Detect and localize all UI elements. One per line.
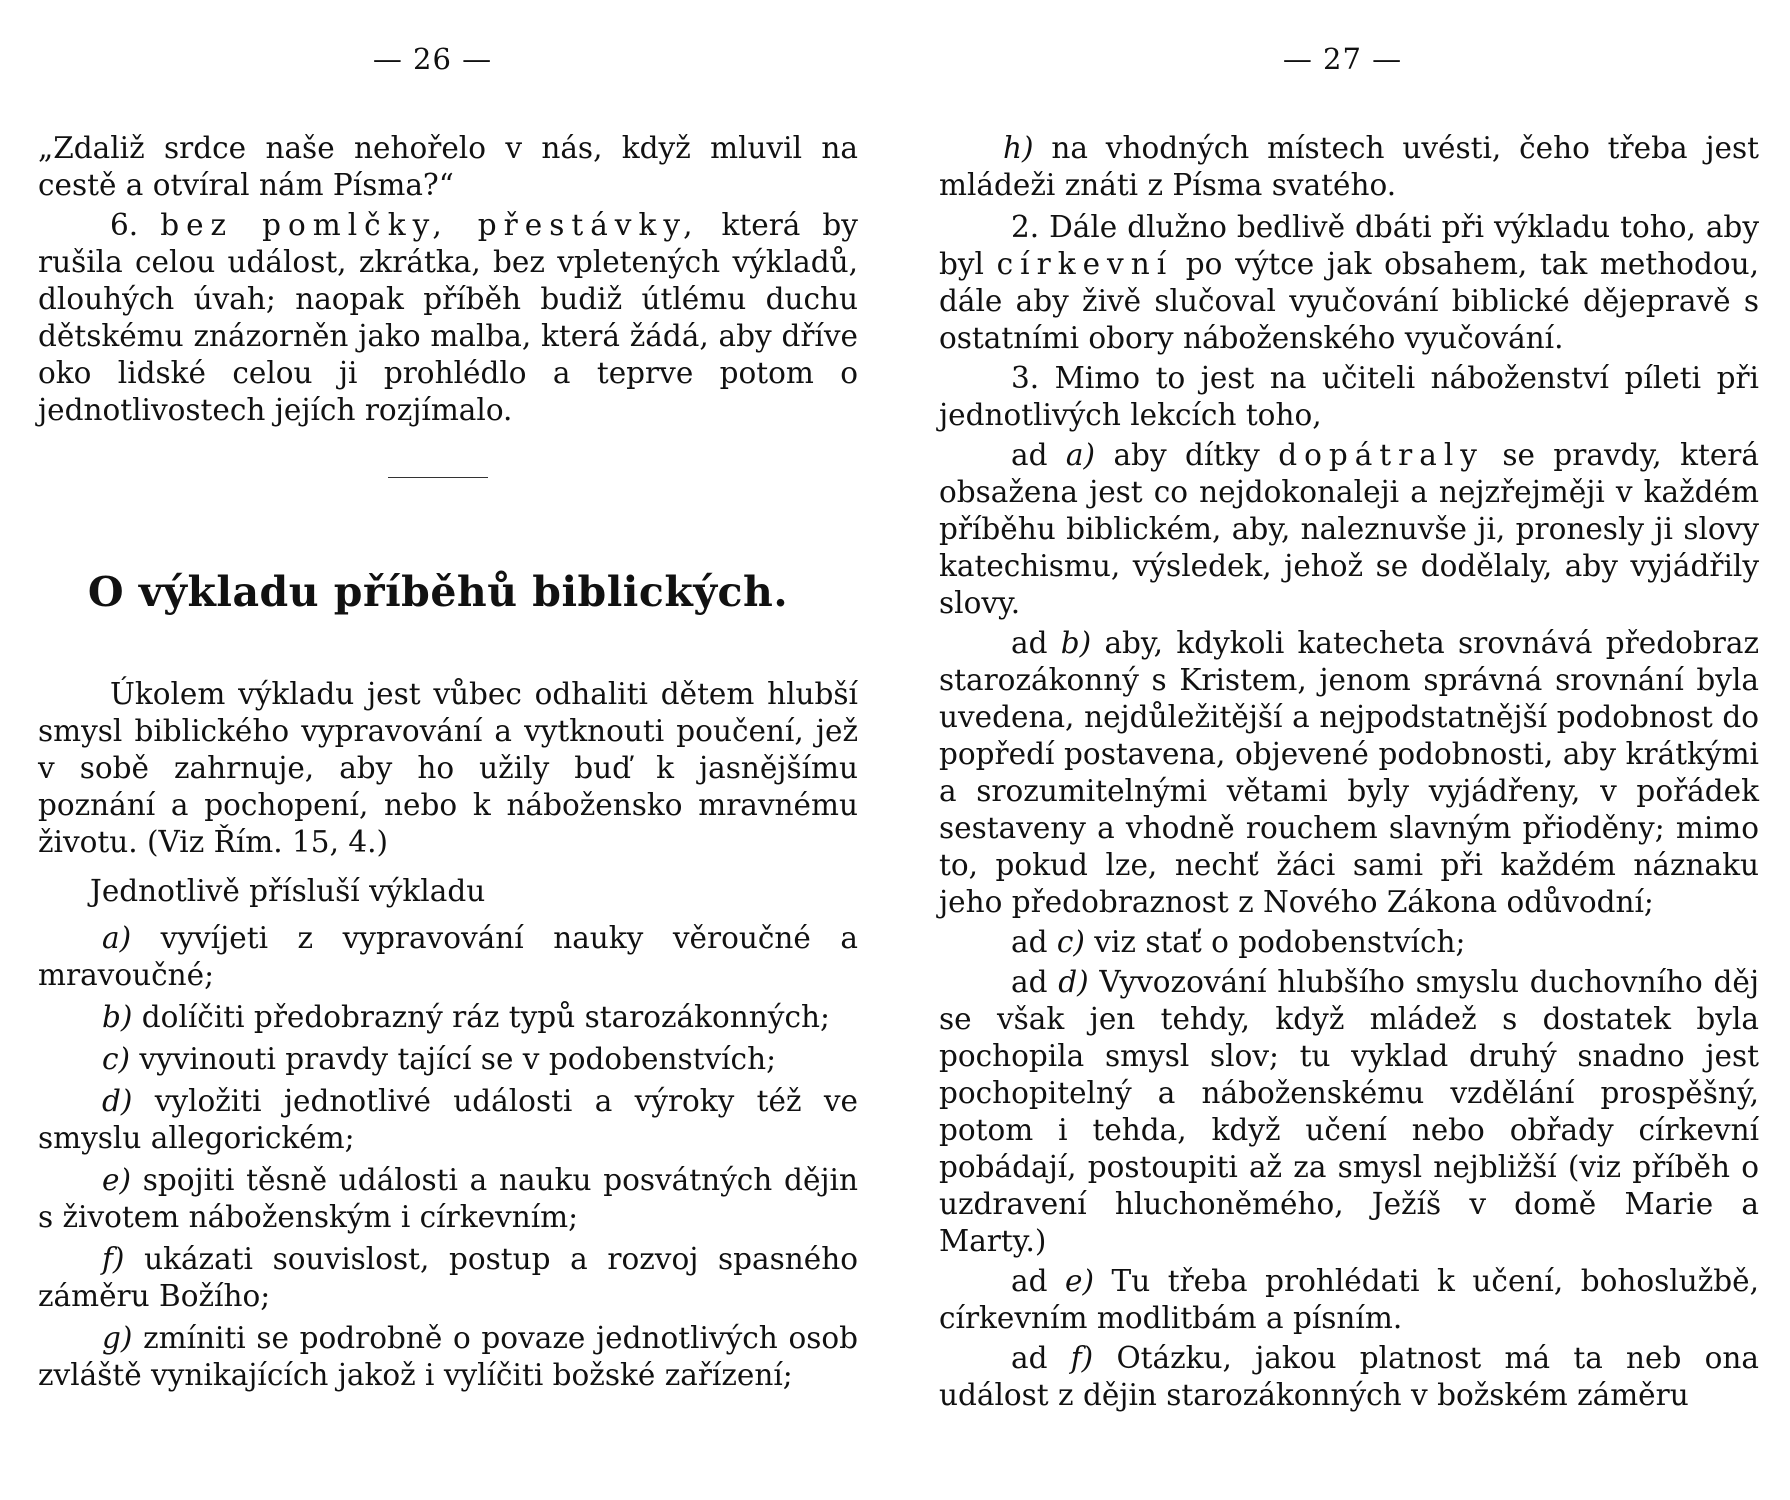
- list-text: spojiti těsně události a nauku posvátných dějin s životem náboženským i církevním;: [38, 1163, 858, 1234]
- ad-prefix: ad: [1011, 1264, 1048, 1298]
- ad-prefix: ad: [1011, 1341, 1048, 1375]
- list-text: zmíniti se podrobně o povaze jednotlivých osob zvláště vynikajících jakož i vylíčiti božské zařízení;: [38, 1321, 858, 1392]
- list-marker: a): [102, 921, 132, 955]
- list-text: ukázati souvislost, postup a rozvoj spasného záměru Božího;: [38, 1242, 858, 1313]
- ad-f-paragraph: [939, 1340, 1759, 1414]
- list-marker: h): [1003, 131, 1034, 165]
- ad-d-paragraph: [939, 964, 1759, 1260]
- intro-paragraph: Úkolem výkladu jest vůbec odhaliti dětem hlubší smysl biblického vypravování a vytknouti poučení, jež v sobě zahrnuje, aby ho užily buď k jasnějšímu poznání a pochopení, nebo k nábožensko mravnému životu. (Viz Řím. 15, 4.): [38, 677, 858, 859]
- list-marker: c): [102, 1042, 131, 1076]
- ad-b-paragraph: [939, 625, 1759, 921]
- ad-c-paragraph: [939, 924, 1759, 961]
- ad-b-text: aby, kdykoli katecheta srovnává předobraz starozákonný s Kristem, jenom správná srovnání byla uvedena, nejdůležitější a nejpodstatnější podobnost do popředí postavena, objevené podobnosti, aby krátkými a srozumitelnými větami byly vyjádřeny, v pořádek sestaveny a vhodně rouchem slavným přioděny; mimo to, pokud lze, nechť žáci sami při každém náznaku jeho předobraznost z Nového Zákona odůvodní;: [939, 626, 1759, 919]
- ad-d-text: Vyvozování hlubšího smyslu duchovního děj se však jen tehdy, když mládež s dostatek byla pochopila smysl slov; tu vyklad druhý snadno jest pochopitelný a náboženskému vzdělání prospěšný, potom i tehda, když učení nebo obřady církevní pobádají, postoupiti až za smysl nejbližší (viz příběh o uzdravení hluchoněmého, Ježíš v domě Marie a Marty.): [939, 965, 1759, 1258]
- list-text: vyvinouti pravdy tající se v podobenstvích;: [139, 1042, 777, 1076]
- list-item-e: [38, 1162, 858, 1236]
- paragraph-2-after: po výtce jak obsahem, tak methodou, dále aby živě slučoval vyučování biblické dějepravě s ostatními obory náboženského vyučování.: [939, 247, 1759, 355]
- ad-marker: d): [1058, 965, 1089, 999]
- item-6-spaced-phrase: bez pomlčky, přestávky,: [160, 208, 700, 242]
- ad-marker: e): [1065, 1264, 1094, 1298]
- section-divider: [388, 477, 488, 478]
- page-number-left: — 26 —: [372, 42, 493, 76]
- item-6-number: 6.: [110, 208, 139, 242]
- list-marker: b): [102, 1000, 133, 1034]
- item-6-paragraph: [38, 207, 858, 429]
- list-intro: Jednotlivě přísluší výkladu: [90, 874, 486, 908]
- section-heading: O výkladu příběhů biblických.: [87, 568, 789, 616]
- right-page: [895, 0, 1790, 1500]
- continuation-paragraph: „Zdaliž srdce naše nehořelo v nás, když mluvil na cestě a otvíral nám Písma?“: [38, 131, 858, 202]
- list-item-h: [939, 130, 1759, 204]
- ad-e-paragraph: [939, 1263, 1759, 1337]
- ad-a-after: se pravdy, která obsažena jest co nejdokonaleji a nejzřejměji v každém příběhu biblickém, aby, naleznuvše ji, pronesly ji slovy katechismu, výsledek, jehož se dodělaly, aby vyjádřily slovy.: [939, 438, 1759, 620]
- list-text: vyvíjeti z vypravování nauky věroučné a mravoučné;: [38, 921, 858, 992]
- list-item-g: [38, 1320, 858, 1394]
- list-marker: f): [102, 1242, 125, 1276]
- paragraph-2: [939, 209, 1759, 357]
- ad-e-text: Tu třeba prohlédati k učení, bohoslužbě, církevním modlitbám a písním.: [939, 1264, 1759, 1335]
- paragraph-3: 3. Mimo to jest na učiteli náboženství píleti při jednotlivých lekcích toho,: [939, 361, 1759, 432]
- list-text: vyložiti jednotlivé události a výroky též ve smyslu allegorickém;: [38, 1084, 858, 1155]
- list-marker: g): [102, 1321, 133, 1355]
- ad-c-text: viz stať o podobenstvích;: [1094, 925, 1466, 959]
- ad-marker: a): [1065, 438, 1096, 472]
- list-marker: e): [102, 1163, 131, 1197]
- list-text: dolíčiti předobrazný ráz typů starozákonných;: [141, 1000, 830, 1034]
- ad-marker: f): [1070, 1341, 1094, 1375]
- ad-prefix: ad: [1011, 925, 1048, 959]
- ad-prefix: ad: [1011, 626, 1048, 660]
- ad-marker: b): [1060, 626, 1092, 660]
- list-text: na vhodných místech uvésti, čeho třeba jest mládeži znáti z Písma svatého.: [939, 131, 1759, 202]
- left-column: [38, 130, 858, 1399]
- paragraph-2-spaced: církevní: [996, 247, 1174, 281]
- ad-marker: c): [1056, 925, 1085, 959]
- paragraph-2-before: 2. Dále dlužno bedlivě dbáti při výkladu toho, aby byl: [939, 210, 1759, 281]
- list-item-f: [38, 1241, 858, 1315]
- ad-prefix: ad: [1011, 438, 1048, 472]
- ad-a-spaced: dopátraly: [1278, 438, 1484, 472]
- list-marker: d): [102, 1084, 133, 1118]
- page-number-right: — 27 —: [1282, 42, 1403, 76]
- item-6-text: která by rušila celou událost, zkrátka, bez vpletených výkladů, dlouhých úvah; naopak příběh budiž útlému duchu dětskému znázorněn jako malba, která žádá, aby dříve oko lidské celou ji prohlédlo a teprve potom o jednotlivostech jejích rozjímalo.: [38, 208, 858, 427]
- list-item-c: [38, 1041, 858, 1078]
- list-item-d: [38, 1083, 858, 1157]
- ad-a-paragraph: [939, 437, 1759, 622]
- right-column: [939, 130, 1759, 1417]
- list-item-b: [38, 999, 858, 1036]
- ad-a-before: aby dítky: [1113, 438, 1260, 472]
- ad-prefix: ad: [1011, 965, 1048, 999]
- ad-f-text: Otázku, jakou platnost má ta neb ona událost z dějin starozákonných v božském záměru: [939, 1341, 1759, 1412]
- list-item-a: [38, 920, 858, 994]
